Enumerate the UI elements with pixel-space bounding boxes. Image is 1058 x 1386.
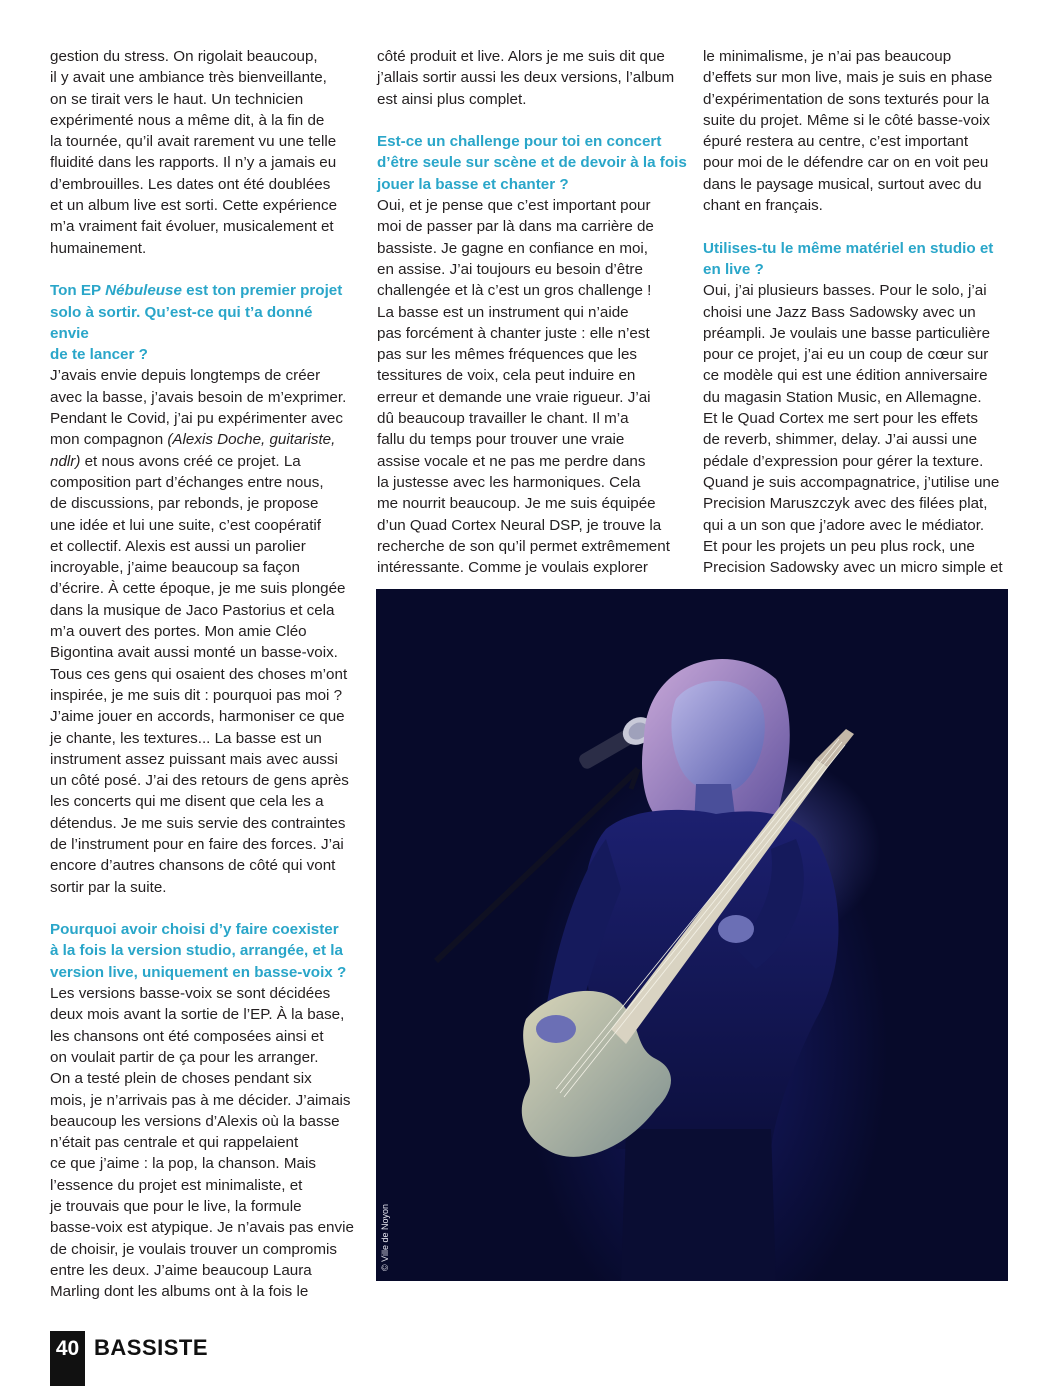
question-line: Ton EP Nébuleuse est ton premier projet xyxy=(50,282,343,300)
text-line: j’allais sortir aussi les deux versions, l’album xyxy=(377,69,675,87)
question-line: de te lancer ? xyxy=(50,346,148,364)
text-line: pas forcément à chanter juste : elle n’est xyxy=(377,324,650,342)
text-line: On a testé plein de choses pendant six xyxy=(50,1070,312,1088)
text-line: Marling dont les albums ont à la fois le xyxy=(50,1283,309,1301)
text-line: ndlr) et nous avons créé ce projet. La xyxy=(50,452,301,470)
text-line: gestion du stress. On rigolait beaucoup, xyxy=(50,48,318,65)
text-line: je trouvais que pour le live, la formule xyxy=(50,1198,302,1216)
text-line: assise vocale et ne pas me perdre dans xyxy=(377,452,646,470)
text-line: m’a ouvert des portes. Mon amie Cléo xyxy=(50,623,307,641)
text-line: épuré restera au centre, c’est important xyxy=(703,133,969,151)
text-line: pour ce projet, j’ai eu un coup de cœur sur xyxy=(703,346,989,364)
text-line: et collectif. Alexis est aussi un parolier xyxy=(50,537,306,555)
text-line: il y avait une ambiance très bienveillante, xyxy=(50,69,327,87)
text-line: de l’instrument pour en faire des forces. J’ai xyxy=(50,835,344,853)
interview-question xyxy=(50,919,355,983)
interview-question xyxy=(50,280,355,365)
page-number: 40 xyxy=(50,1331,85,1386)
text-line: instrument assez puissant mais avec aussi xyxy=(50,750,338,768)
photo-bassist-singer-on-stage xyxy=(376,589,1008,1281)
text-line: chant en français. xyxy=(703,197,823,215)
text-line: basse-voix est atypique. Je n’avais pas envie xyxy=(50,1219,354,1237)
text-line: de choisir, je voulais trouver un compromis xyxy=(50,1240,337,1258)
text-line: et un album live est sorti. Cette expérience xyxy=(50,197,338,215)
text-line: un côté posé. J’ai des retours de gens après xyxy=(50,772,349,790)
question-line: solo à sortir. Qu’est-ce qui t’a donné envie xyxy=(50,303,313,342)
text-line: le minimalisme, je n’ai pas beaucoup xyxy=(703,48,952,65)
text-line: les concerts qui me disent que cela les a xyxy=(50,793,324,811)
text-line: la justesse avec les harmoniques. Cela xyxy=(377,473,641,491)
text-line: je chante, les textures... La basse est un xyxy=(50,729,322,747)
article-column-2 xyxy=(377,46,687,578)
question-line: d’être seule sur scène et de devoir à la fois xyxy=(377,154,687,172)
text-line: encore d’autres chansons de côté qui vont xyxy=(50,857,336,875)
text-line: Quand je suis accompagnatrice, j’utilise une xyxy=(703,473,1000,491)
text-line: tessitures de voix, cela peut induire en xyxy=(377,367,636,385)
question-line: Est-ce un challenge pour toi en concert xyxy=(377,133,662,151)
interview-answer xyxy=(377,195,687,578)
magazine-logo: BASSISTE xyxy=(94,1335,209,1360)
interview-answer xyxy=(50,365,355,897)
text-line: me nourrit beaucoup. Je me suis équipée xyxy=(377,495,656,513)
text-line: Oui, j’ai plusieurs basses. Pour le solo, j’ai xyxy=(703,282,987,300)
text-line: deux mois avant la sortie de l’EP. À la base, xyxy=(50,1006,345,1024)
text-line: Les versions basse-voix se sont décidées xyxy=(50,985,331,1003)
ep-title: Nébuleuse xyxy=(105,282,182,300)
article-column-3 xyxy=(703,46,1009,578)
text-line: fluidité dans les rapports. Il n’y a jamais eu xyxy=(50,154,337,172)
text-line: La basse est un instrument qui n’aide xyxy=(377,303,629,321)
text-line: préampli. Je voulais une basse particulière xyxy=(703,324,991,342)
text-line: une idée et lui une suite, c’est coopératif xyxy=(50,516,322,534)
text-line: la tournée, qu’il avait rarement vu une telle xyxy=(50,133,337,151)
text-line: est ainsi plus complet. xyxy=(377,90,527,108)
question-line: Pourquoi avoir choisi d’y faire coexister xyxy=(50,921,339,939)
text-line: en assise. J’ai toujours eu besoin d’être xyxy=(377,260,643,278)
text-line: d’écrire. À cette époque, je me suis plongée xyxy=(50,580,346,598)
text-line: sortir par la suite. xyxy=(50,878,167,896)
question-line: Utilises-tu le même matériel en studio et xyxy=(703,239,994,257)
text-line: Oui, et je pense que c’est important pour xyxy=(377,197,651,215)
paragraph xyxy=(377,46,687,110)
text-line: ce que j’aime : la pop, la chanson. Mais xyxy=(50,1155,316,1173)
text-line: avec la basse, j’avais besoin de m’exprimer. xyxy=(50,388,347,406)
article-column-1 xyxy=(50,46,355,1303)
text-line: suite du projet. Même si le côté basse-voix xyxy=(703,111,991,129)
text-line: expérimenté nous a même dit, à la fin de xyxy=(50,111,325,129)
text-line: pour moi de le défendre car on en voit peu xyxy=(703,154,989,172)
paragraph xyxy=(50,46,355,259)
text-line: fallu du temps pour trouver une vraie xyxy=(377,431,625,449)
text-line: pas sur les mêmes fréquences que les xyxy=(377,346,638,364)
text-line: ce modèle qui est une édition anniversaire xyxy=(703,367,988,385)
text-line: Pendant le Covid, j’ai pu expérimenter avec xyxy=(50,410,343,428)
text-line: détendus. Je me suis servie des contraintes xyxy=(50,814,346,832)
text-line: côté produit et live. Alors je me suis dit que xyxy=(377,48,665,65)
text-line: humainement. xyxy=(50,239,147,257)
text-line: dans la musique de Jaco Pastorius et cela xyxy=(50,601,335,619)
interview-answer xyxy=(703,280,1009,578)
text-line: n’était pas centrale et qui rappelaient xyxy=(50,1134,299,1152)
text-line: de discussions, par rebonds, je propose xyxy=(50,495,319,513)
text-line: on se tirait vers le haut. Un technicien xyxy=(50,90,304,108)
text-line: moi de passer par là dans ma carrière de xyxy=(377,218,654,236)
text-line: incroyable, j’aime beaucoup sa façon xyxy=(50,559,300,577)
interview-question xyxy=(703,238,1009,281)
concert-photo xyxy=(376,589,1008,1281)
text-line: dû beaucoup travailler le chant. Il m’a xyxy=(377,410,629,428)
text-line: Precision Maruszczyk avec des filées plat, xyxy=(703,495,988,513)
photo-credit: © Ville de Noyon xyxy=(380,1203,390,1271)
text-line: bassiste. Je gagne en confiance en moi, xyxy=(377,239,649,257)
text-line: d’embrouilles. Les dates ont été doublées xyxy=(50,175,331,193)
text-line: choisi une Jazz Bass Sadowsky avec un xyxy=(703,303,976,321)
text-line: dans le paysage musical, surtout avec du xyxy=(703,175,982,193)
question-line: à la fois la version studio, arrangée, et la xyxy=(50,942,343,960)
text-line: erreur et demande une vraie rigueur. J’ai xyxy=(377,388,651,406)
text-line: Et le Quad Cortex me sert pour les effets xyxy=(703,410,978,428)
text-line: Bigontina avait aussi monté un basse-voix. xyxy=(50,644,338,662)
text-line: challengée et là c’est un gros challenge ! xyxy=(377,282,652,300)
text-line: de reverb, shimmer, delay. J’ai aussi une xyxy=(703,431,978,449)
text-line: mon compagnon (Alexis Doche, guitariste, xyxy=(50,431,336,449)
text-line: mois, je n’arrivais pas à me décider. J’aimais xyxy=(50,1091,351,1109)
paragraph xyxy=(703,46,1009,216)
text-line: J’avais envie depuis longtemps de créer xyxy=(50,367,321,385)
interview-answer xyxy=(50,983,355,1302)
question-line: version live, uniquement en basse-voix ? xyxy=(50,963,347,981)
text-line: entre les deux. J’aime beaucoup Laura xyxy=(50,1261,312,1279)
text-line: intéressante. Comme je voulais explorer xyxy=(377,559,648,577)
text-line: on voulait partir de ça pour les arranger. xyxy=(50,1048,319,1066)
text-line: du magasin Station Music, en Allemagne. xyxy=(703,388,982,406)
text-line: d’effets sur mon live, mais je suis en phase xyxy=(703,69,993,87)
text-line: d’un Quad Cortex Neural DSP, je trouve la xyxy=(377,516,662,534)
text-line: recherche de son qu’il permet extrêmement xyxy=(377,537,670,555)
text-line: beaucoup les versions d’Alexis où la basse xyxy=(50,1112,340,1130)
text-line: Precision Sadowsky avec un micro simple et xyxy=(703,559,1003,577)
question-line: en live ? xyxy=(703,260,764,278)
question-line: jouer la basse et chanter ? xyxy=(377,175,569,193)
text-line: Et pour les projets un peu plus rock, une xyxy=(703,537,975,555)
text-line: Tous ces gens qui osaient des choses m’ont xyxy=(50,665,348,683)
text-line: pédale d’expression pour gérer la texture. xyxy=(703,452,984,470)
text-line: composition part d’échanges entre nous, xyxy=(50,473,324,491)
text-line: J’aime jouer en accords, harmoniser ce que xyxy=(50,708,345,726)
text-line: m’a vraiment fait évoluer, musicalement et xyxy=(50,218,334,236)
interview-question xyxy=(377,131,687,195)
text-line: les chansons ont été composées ainsi et xyxy=(50,1027,324,1045)
text-line: d’expérimentation de sons texturés pour la xyxy=(703,90,990,108)
text-line: qui a un son que j’adore avec le médiator. xyxy=(703,516,985,534)
text-line: l’essence du projet est minimaliste, et xyxy=(50,1176,303,1194)
text-line: inspirée, je me suis dit : pourquoi pas moi ? xyxy=(50,686,343,704)
